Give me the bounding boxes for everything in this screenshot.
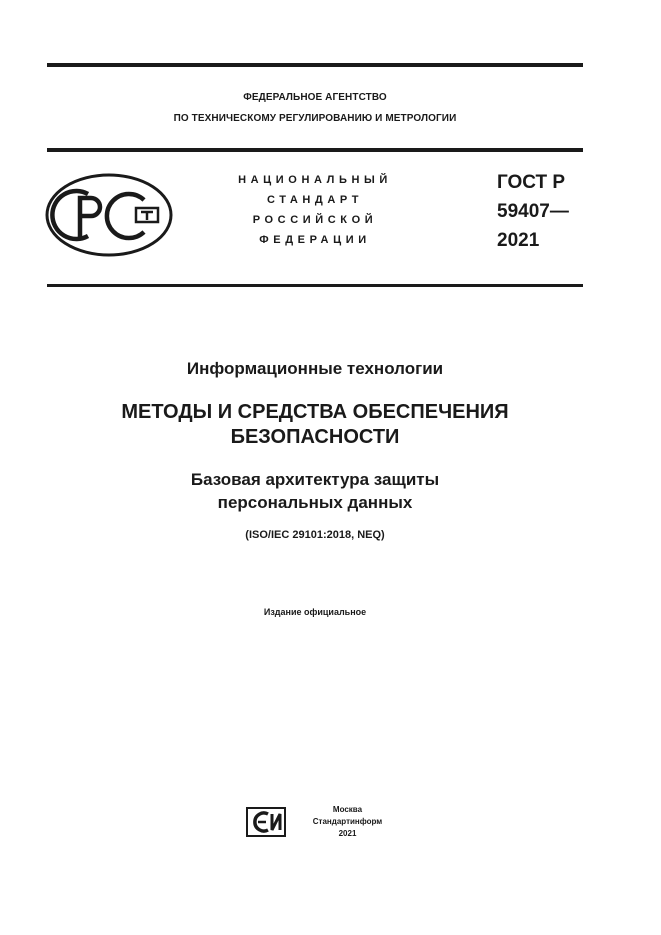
document-subtitle-line2: персональных данных: [217, 493, 413, 512]
standartinform-logo: [246, 807, 286, 837]
document-subtitle-line1: Базовая архитектура защиты: [190, 470, 440, 489]
document-main-title-line1: МЕТОДЫ И СРЕДСТВА ОБЕСПЕЧЕНИЯ: [121, 401, 509, 423]
national-standard-line1: НАЦИОНАЛЬНЫЙ: [238, 174, 392, 186]
gost-code-line3: 2021: [497, 230, 540, 251]
international-reference: (ISO/IEC 29101:2018, NEQ): [245, 529, 385, 541]
national-standard-line2: СТАНДАРТ: [266, 194, 364, 206]
document-category: Информационные технологии: [186, 359, 444, 378]
gost-code-line2: 59407—: [497, 201, 569, 222]
national-standard-line4: ФЕДЕРАЦИИ: [259, 234, 371, 246]
header-rule: [47, 148, 583, 152]
publisher-city: Москва: [332, 805, 363, 814]
national-standard-line3: РОССИЙСКОЙ: [252, 214, 378, 226]
agency-name-line2: ПО ТЕХНИЧЕСКОМУ РЕГУЛИРОВАНИЮ И МЕТРОЛОГИИ: [173, 113, 457, 124]
standard-rule: [47, 284, 583, 287]
publisher-name: Стандартинформ: [312, 817, 383, 826]
document-main-title-line2: БЕЗОПАСНОСТИ: [230, 426, 400, 448]
top-rule: [47, 63, 583, 67]
gost-r-emblem: [44, 172, 174, 258]
gost-code-line1: ГОСТ Р: [497, 172, 566, 193]
agency-name-line1: ФЕДЕРАЛЬНОЕ АГЕНТСТВО: [243, 92, 387, 103]
edition-note: Издание официальное: [263, 607, 367, 617]
publication-year: 2021: [338, 829, 357, 838]
